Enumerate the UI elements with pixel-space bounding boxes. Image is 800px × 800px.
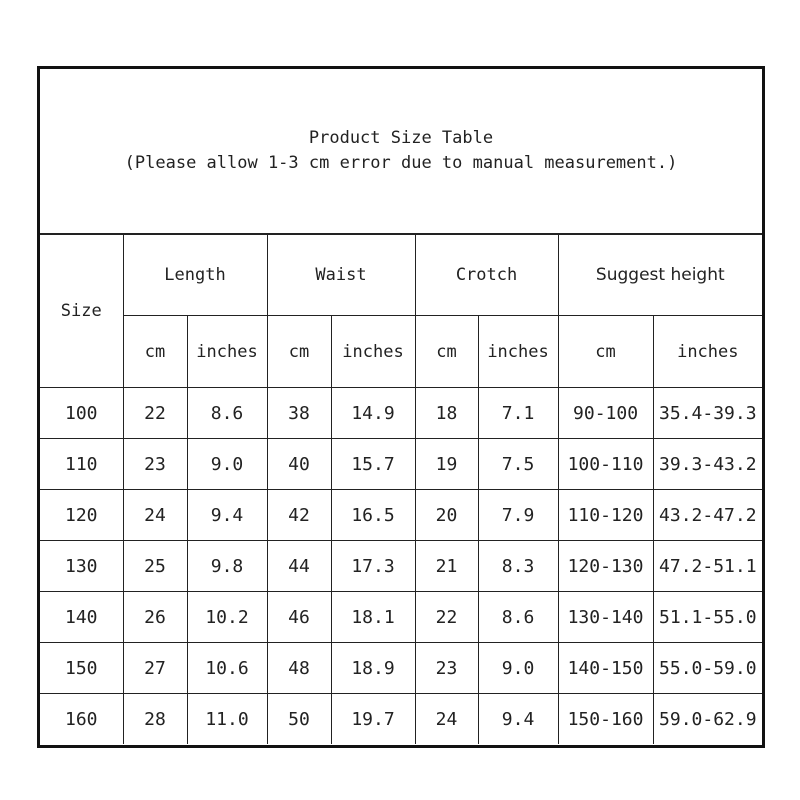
table-cell: 9.4 xyxy=(478,694,558,745)
table-cell: 10.6 xyxy=(187,643,267,694)
table-cell: 44 xyxy=(267,541,331,592)
table-cell: 7.5 xyxy=(478,439,558,490)
unit-header: inches xyxy=(187,316,267,388)
header-crotch: Crotch xyxy=(415,234,558,316)
table-cell: 120-130 xyxy=(558,541,653,592)
table-cell: 51.1-55.0 xyxy=(653,592,762,643)
unit-header: inches xyxy=(331,316,415,388)
table-cell: 9.8 xyxy=(187,541,267,592)
table-cell: 39.3-43.2 xyxy=(653,439,762,490)
size-cell: 110 xyxy=(40,439,123,490)
size-cell: 120 xyxy=(40,490,123,541)
table-cell: 150-160 xyxy=(558,694,653,745)
table-cell: 130-140 xyxy=(558,592,653,643)
table-cell: 9.4 xyxy=(187,490,267,541)
header-row-units xyxy=(40,316,762,388)
header-waist: Waist xyxy=(267,234,415,316)
table-cell: 9.0 xyxy=(187,439,267,490)
table-cell: 8.6 xyxy=(187,388,267,439)
size-cell: 100 xyxy=(40,388,123,439)
size-table-frame xyxy=(37,66,765,748)
table-cell: 11.0 xyxy=(187,694,267,745)
table-cell: 24 xyxy=(415,694,478,745)
table-cell: 90-100 xyxy=(558,388,653,439)
table-cell: 140-150 xyxy=(558,643,653,694)
table-cell: 8.6 xyxy=(478,592,558,643)
table-cell: 18.1 xyxy=(331,592,415,643)
table-cell: 19 xyxy=(415,439,478,490)
table-cell: 20 xyxy=(415,490,478,541)
table-row xyxy=(40,541,762,592)
table-cell: 24 xyxy=(123,490,187,541)
table-cell: 59.0-62.9 xyxy=(653,694,762,745)
unit-header: cm xyxy=(267,316,331,388)
header-suggest-height: Suggest height xyxy=(558,234,762,316)
table-row xyxy=(40,643,762,694)
table-cell: 19.7 xyxy=(331,694,415,745)
unit-header: inches xyxy=(653,316,762,388)
unit-header: inches xyxy=(478,316,558,388)
size-cell: 160 xyxy=(40,694,123,745)
size-cell: 130 xyxy=(40,541,123,592)
table-row xyxy=(40,439,762,490)
title-block xyxy=(40,69,762,235)
table-cell: 25 xyxy=(123,541,187,592)
table-cell: 47.2-51.1 xyxy=(653,541,762,592)
table-cell: 14.9 xyxy=(331,388,415,439)
table-row xyxy=(40,592,762,643)
table-cell: 40 xyxy=(267,439,331,490)
unit-header: cm xyxy=(558,316,653,388)
table-cell: 17.3 xyxy=(331,541,415,592)
table-cell: 43.2-47.2 xyxy=(653,490,762,541)
size-table xyxy=(40,233,762,744)
table-cell: 38 xyxy=(267,388,331,439)
unit-header: cm xyxy=(123,316,187,388)
table-cell: 42 xyxy=(267,490,331,541)
header-length: Length xyxy=(123,234,267,316)
table-cell: 27 xyxy=(123,643,187,694)
table-cell: 10.2 xyxy=(187,592,267,643)
table-cell: 18 xyxy=(415,388,478,439)
table-body xyxy=(40,388,762,745)
table-cell: 7.1 xyxy=(478,388,558,439)
table-cell: 22 xyxy=(123,388,187,439)
header-size: Size xyxy=(40,234,123,388)
unit-header: cm xyxy=(415,316,478,388)
table-cell: 23 xyxy=(123,439,187,490)
table-row xyxy=(40,490,762,541)
header-row-groups xyxy=(40,234,762,316)
table-cell: 110-120 xyxy=(558,490,653,541)
table-cell: 55.0-59.0 xyxy=(653,643,762,694)
table-cell: 28 xyxy=(123,694,187,745)
table-row xyxy=(40,694,762,745)
table-cell: 9.0 xyxy=(478,643,558,694)
table-cell: 23 xyxy=(415,643,478,694)
table-title: Product Size Table xyxy=(308,128,494,148)
table-cell: 21 xyxy=(415,541,478,592)
size-cell: 150 xyxy=(40,643,123,694)
table-row xyxy=(40,388,762,439)
table-cell: 46 xyxy=(267,592,331,643)
table-cell: 26 xyxy=(123,592,187,643)
table-cell: 16.5 xyxy=(331,490,415,541)
table-cell: 7.9 xyxy=(478,490,558,541)
measurement-note: (Please allow 1-3 cm error due to manual measurement.) xyxy=(124,153,678,173)
table-cell: 15.7 xyxy=(331,439,415,490)
table-cell: 50 xyxy=(267,694,331,745)
table-cell: 35.4-39.3 xyxy=(653,388,762,439)
table-cell: 8.3 xyxy=(478,541,558,592)
table-cell: 48 xyxy=(267,643,331,694)
table-cell: 22 xyxy=(415,592,478,643)
table-cell: 18.9 xyxy=(331,643,415,694)
table-cell: 100-110 xyxy=(558,439,653,490)
size-cell: 140 xyxy=(40,592,123,643)
